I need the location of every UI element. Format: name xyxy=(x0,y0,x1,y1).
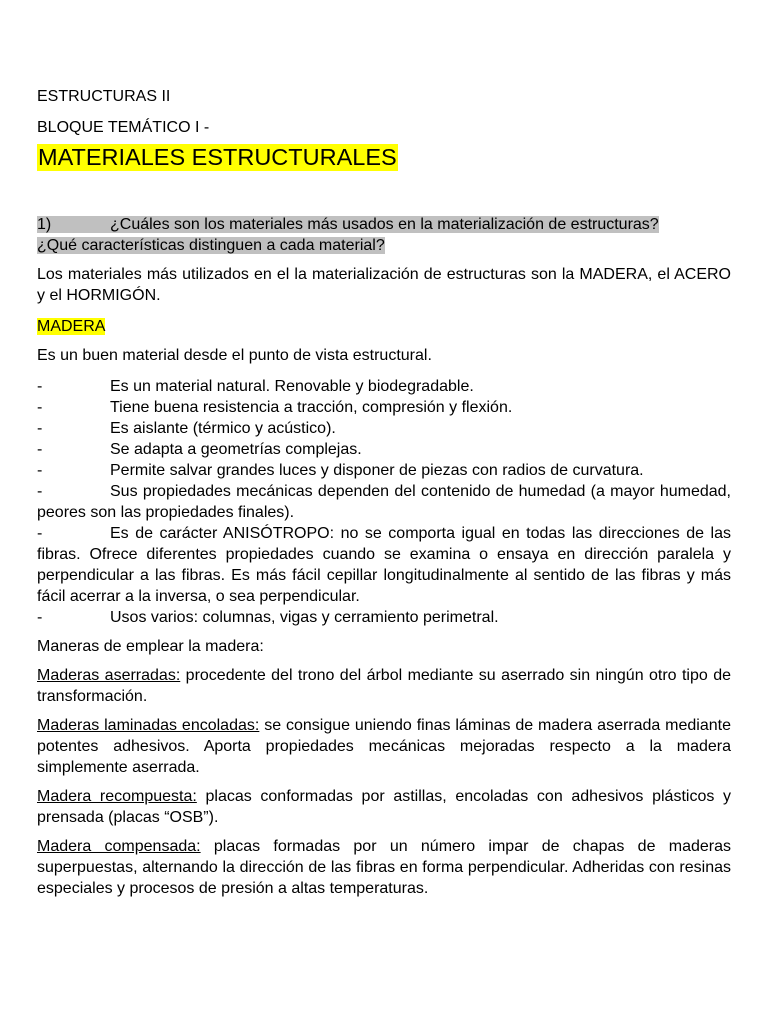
question-number: 1) xyxy=(37,216,52,233)
list-item: - Permite salvar grandes luces y disponer de piezas con radios de curvatura. xyxy=(37,462,644,479)
course-title: ESTRUCTURAS II xyxy=(37,88,171,105)
intro-paragraph: Los materiales más utilizados en el la materialización de estructuras son la MADERA, el ACERO y el HORMIGÓN. xyxy=(37,266,731,304)
list-item: - Usos varios: columnas, vigas y cerramiento perimetral. xyxy=(37,609,499,626)
type-compensada: Madera compensada: placas formadas por un número impar de chapas de maderas superpuestas, alternando la dirección de las fibras en forma perpendicular. Adheridas con resinas especiales y procesos de presión a altas temperaturas. xyxy=(37,838,732,897)
list-item: - Es aislante (térmico y acústico). xyxy=(37,420,336,437)
ways-title: Maneras de emplear la madera: xyxy=(37,638,264,655)
list-item: - Se adapta a geometrías complejas. xyxy=(37,441,362,458)
list-item: - Sus propiedades mecánicas dependen del contenido de humedad (a mayor humedad, peores son las propiedades finales). xyxy=(37,483,731,521)
list-item: - Es un material natural. Renovable y biodegradable. xyxy=(37,378,474,395)
type-recompuesta: Madera recompuesta: placas conformadas por astillas, encoladas con adhesivos plásticos y prensada (placas “OSB”). xyxy=(37,788,731,826)
madera-bullets xyxy=(37,376,731,628)
list-item: - Es de carácter ANISÓTROPO: no se comporta igual en todas las direcciones de las fibras. Ofrece diferentes propiedades cuando se examina o ensaya en dirección paralela y perpendicular a las fibras. Es más fácil cepillar longitudinalmente al sentido de las fibras y más fácil acerrar a la inversa, o sea perpendicular. xyxy=(37,525,731,605)
question-block xyxy=(37,214,731,256)
document-page xyxy=(37,86,731,899)
question-line-1 xyxy=(37,216,659,233)
madera-heading: MADERA xyxy=(37,318,106,335)
question-line-2: ¿Qué características distinguen a cada material? xyxy=(37,237,385,254)
block-title: BLOQUE TEMÁTICO I - xyxy=(37,119,210,136)
section-title: MATERIALES ESTRUCTURALES xyxy=(38,144,397,170)
type-laminadas: Maderas laminadas encoladas: se consigue uniendo finas láminas de madera aserrada mediante potentes adhesivos. Aporta propiedades mecánicas mejoradas respecto a la madera simplemente aserrada. xyxy=(37,717,732,776)
list-item: - Tiene buena resistencia a tracción, compresión y flexión. xyxy=(37,399,513,416)
type-aserradas: Maderas aserradas: procedente del trono del árbol mediante su aserrado sin ningún otro tipo de transformación. xyxy=(37,667,731,705)
question-text-1: ¿Cuáles son los materiales más usados en la materialización de estructuras? xyxy=(110,216,659,233)
madera-lead: Es un buen material desde el punto de vista estructural. xyxy=(37,347,432,364)
